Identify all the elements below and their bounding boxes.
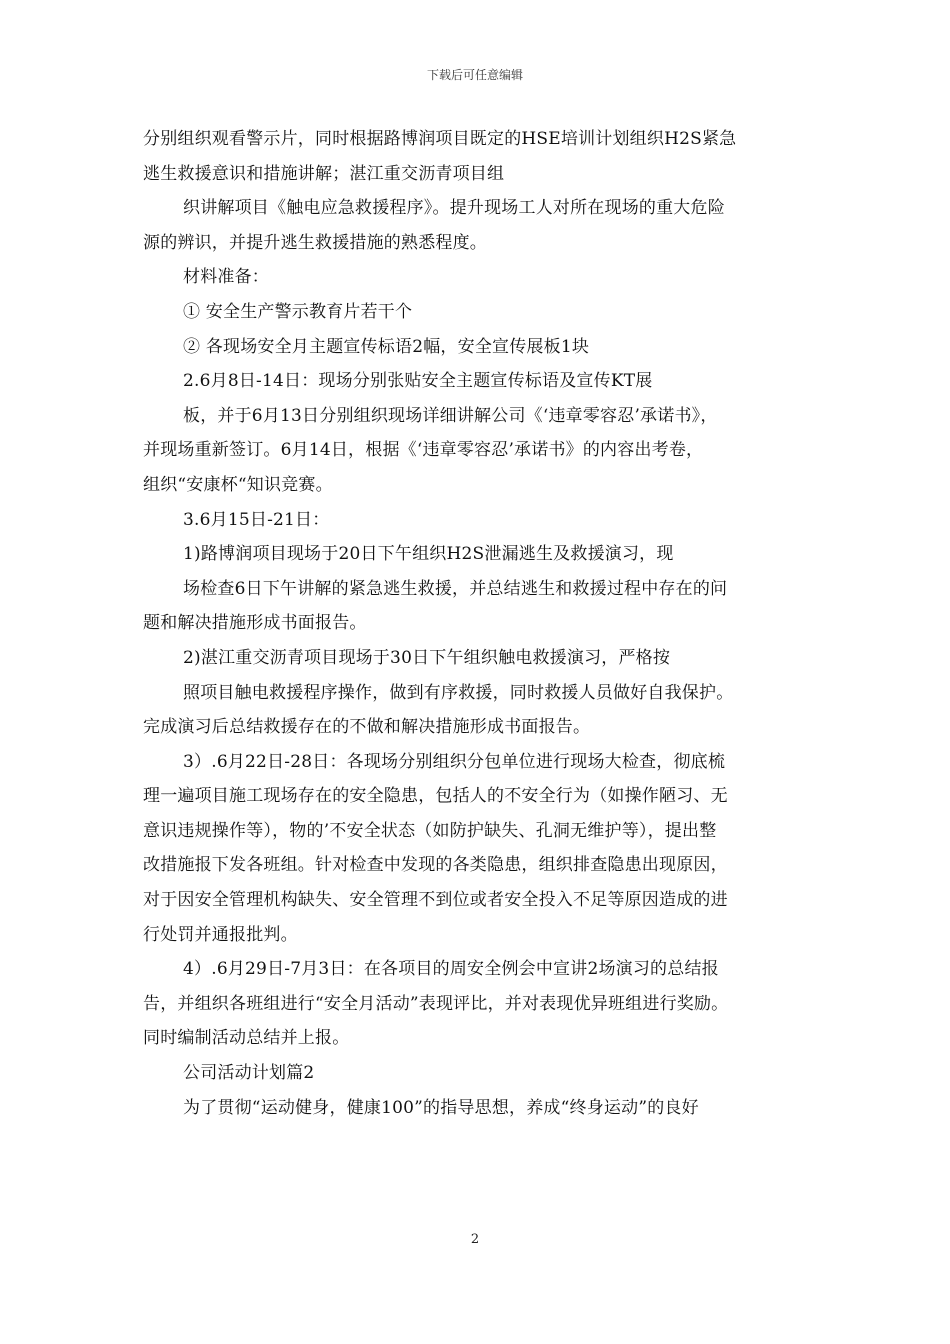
- text-line: 板，并于6月13日分别组织现场详细讲解公司《‘违章零容忍’承诺书》，: [183, 405, 718, 426]
- text-line: 理一遍项目施工现场存在的安全隐患，包括人的不安全行为（如操作陋习、无: [143, 786, 728, 807]
- text-line: 公司活动计划篇2: [183, 1063, 315, 1084]
- text-line: ① 安全生产警示教育片若干个: [183, 301, 413, 322]
- page-header: 下载后可任意编辑: [426, 68, 523, 82]
- text-line: 告，并组织各班组进行“安全月活动”表现评比，并对表现优异班组进行奖励。: [143, 993, 729, 1014]
- document-body: [143, 124, 813, 1127]
- text-line: 照项目触电救援程序操作，做到有序救援，同时救援人员做好自我保护。: [183, 682, 734, 703]
- text-line: 场检查6日下午讲解的紧急逃生救援，并总结逃生和救援过程中存在的问: [183, 578, 728, 599]
- text-line: 组织“安康杯“知识竞赛。: [143, 474, 333, 495]
- text-line: 4）.6月29日-7月3日：在各项目的周安全例会中宣讲2场演习的总结报: [183, 959, 719, 980]
- text-line: 分别组织观看警示片，同时根据路博润项目既定的HSE培训计划组织H2S紧急: [143, 129, 737, 149]
- text-line: 对于因安全管理机构缺失、安全管理不到位或者安全投入不足等原因造成的进: [143, 890, 728, 911]
- text-line: 源的辨识，并提升逃生救援措施的熟悉程度。: [143, 232, 487, 253]
- text-line: 完成演习后总结救援存在的不做和解决措施形成书面报告。: [143, 717, 591, 738]
- text-line: 3）.6月22日-28日：各现场分别组织分包单位进行现场大检查，彻底梳: [183, 751, 726, 772]
- text-line: 意识违规操作等），物的’不安全状态（如防护缺失、孔洞无维护等），提出整: [143, 820, 717, 841]
- text-line: ② 各现场安全月主题宣传标语2幅，安全宣传展板1块: [183, 336, 590, 357]
- text-line: 2)湛江重交沥青项目现场于30日下午组织触电救援演习，严格按: [183, 647, 671, 668]
- text-line: 为了贯彻“运动健身，健康100”的指导思想，养成“终身运动”的良好: [183, 1097, 699, 1118]
- text-line: 织讲解项目《触电应急救援程序》。提升现场工人对所在现场的重大危险: [183, 198, 725, 219]
- text-line: 改措施报下发各班组。针对检查中发现的各类隐患，组织排查隐患出现原因，: [143, 855, 728, 876]
- text-line: 并现场重新签订。6月14日，根据《‘违章零容忍’承诺书》的内容出考卷，: [143, 440, 704, 461]
- text-line: 2.6月8日-14日：现场分别张贴安全主题宣传标语及宣传KT展: [183, 371, 653, 392]
- text-line: 同时编制活动总结并上报。: [143, 1028, 350, 1049]
- text-line: 行处罚并通报批判。: [143, 924, 298, 945]
- text-line: 1)路博润项目现场于20日下午组织H2S泄漏逃生及救援演习，现: [183, 544, 674, 565]
- text-line: 3.6月15日-21日：: [183, 509, 330, 530]
- page-number: 2: [470, 1232, 480, 1247]
- text-line: 题和解决措施形成书面报告。: [143, 613, 367, 634]
- text-line: 材料准备：: [183, 267, 269, 288]
- text-line: 逃生救援意识和措施讲解；湛江重交沥青项目组: [143, 163, 505, 184]
